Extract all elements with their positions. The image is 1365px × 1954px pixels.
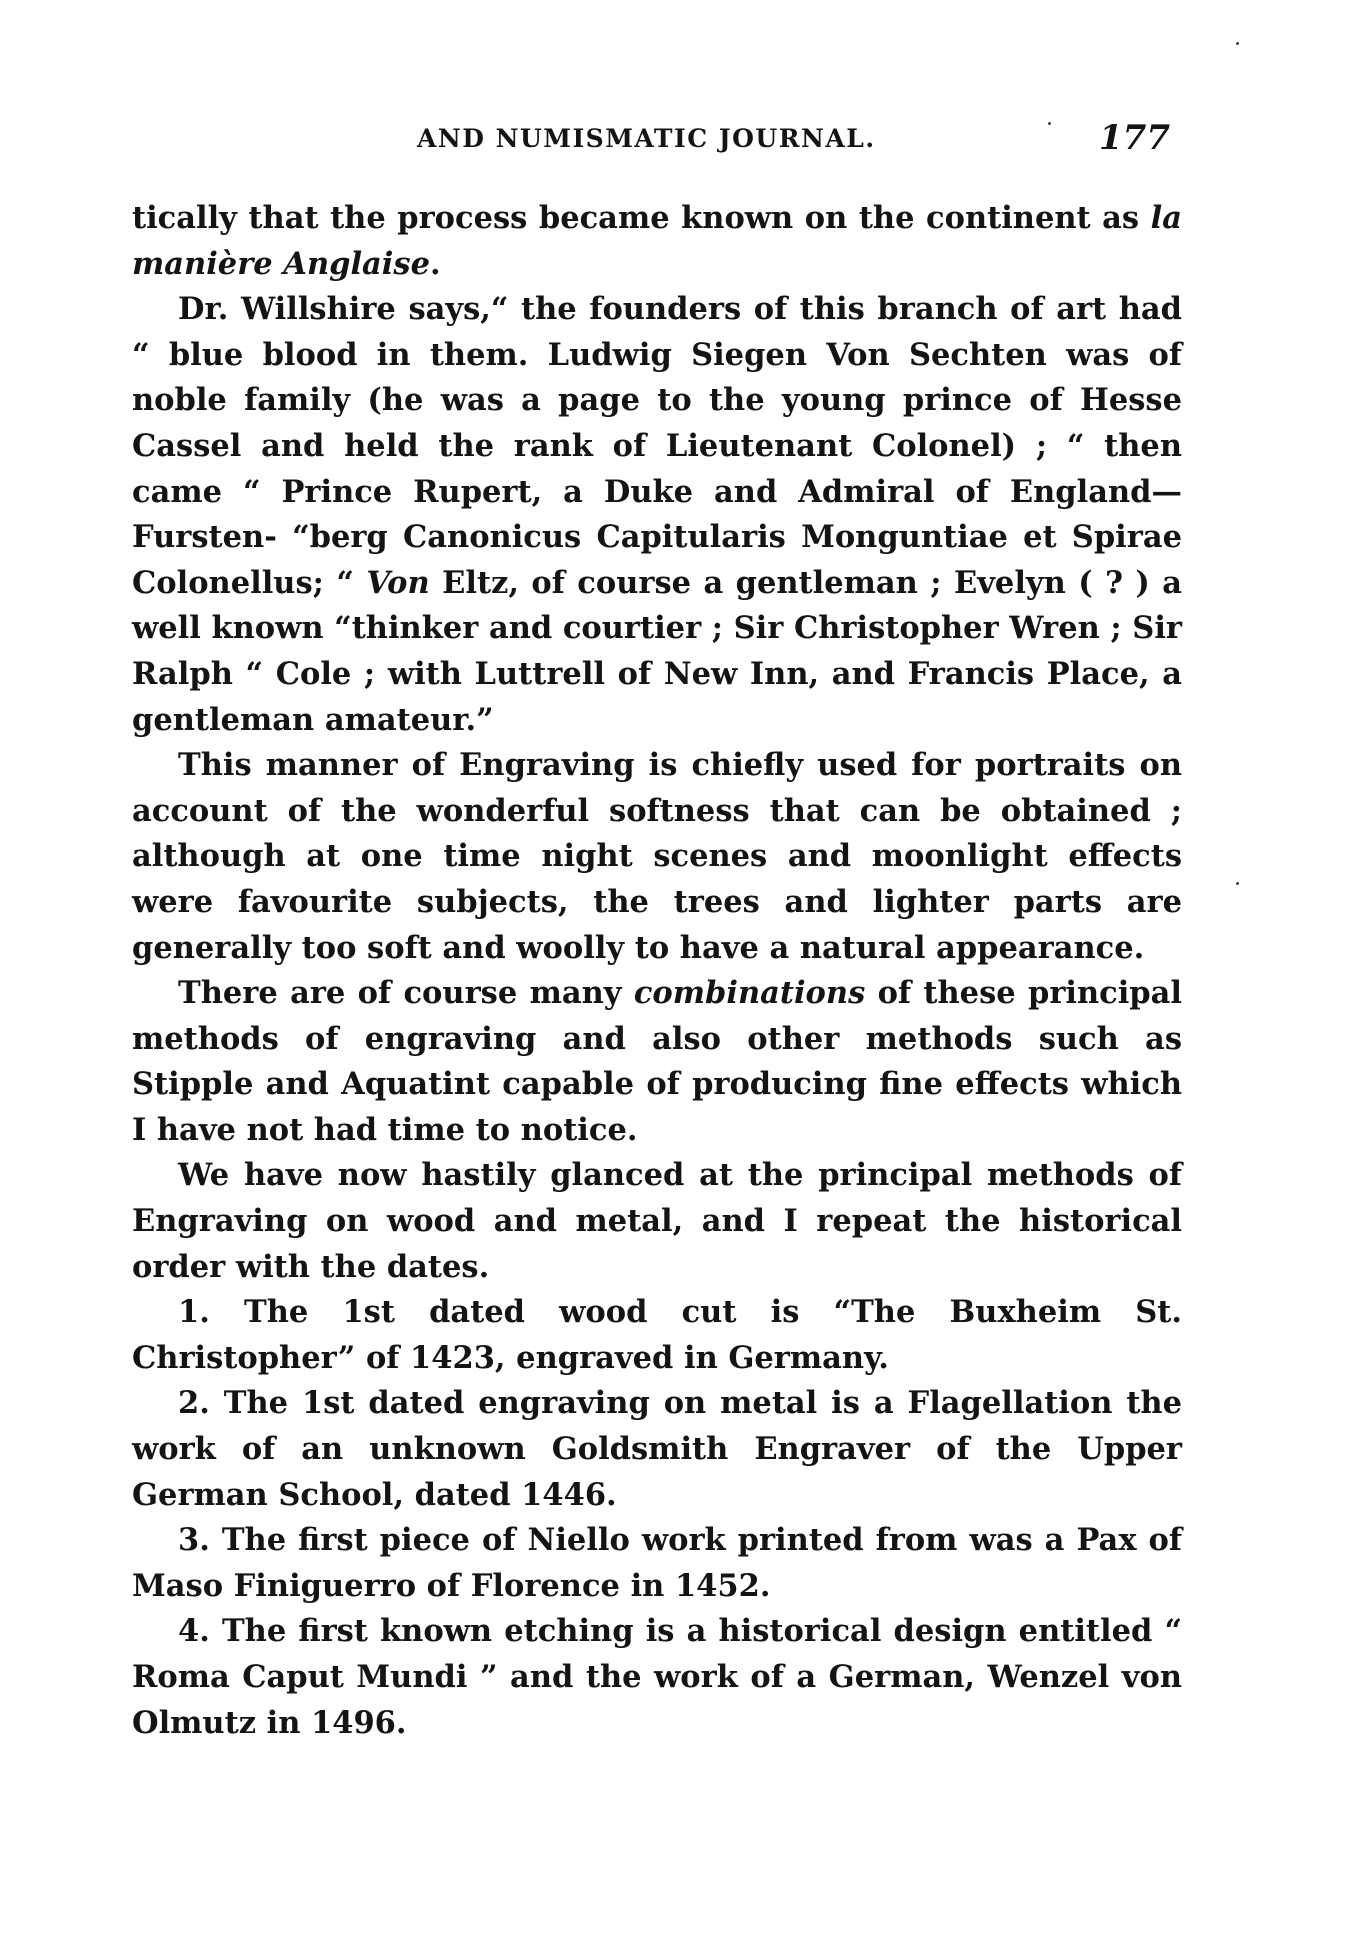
list-item — [132, 1609, 1182, 1746]
margin-speck — [1236, 882, 1239, 885]
paragraph-text: . — [429, 245, 441, 282]
paragraph-text: Dr. Willshire says,“ the founders of this branch of art had “ blue blood in them. Ludwig Siegen Von Sechten was of noble family (he was a page to the young prince of Hesse Cassel and held the rank of Lieutenant Colonel) ; “ then came “ Prince Rupert, a Duke and Admiral of England—Fursten- “berg Canonicus Capitularis Monguntiae et Spirae Colonellus; “ — [132, 291, 1182, 601]
paragraph-combinations — [132, 971, 1182, 1153]
paragraph-text: There are of course many — [178, 975, 634, 1012]
list-item-text: The first piece of Niello work printed from was a Pax of Maso Finiguerro of Florence in 1452. — [132, 1522, 1182, 1604]
running-title: AND NUMISMATIC JOURNAL. — [417, 124, 876, 153]
list-item — [132, 1290, 1182, 1381]
italic-phrase: Von — [366, 564, 430, 601]
body-text — [132, 196, 1182, 1746]
list-item-text: The 1st dated engraving on metal is a Flagellation the work of an unknown Goldsmith Engraver of the Upper German School, dated 1446. — [132, 1385, 1183, 1513]
paragraph-text: tically that the process became known on the continent as — [132, 200, 1151, 236]
paragraph-summary: We have now hastily glanced at the principal methods of Engraving on wood and metal, and I repeat the historical order with the dates. — [132, 1157, 1182, 1285]
list-item-number: 2. — [178, 1385, 210, 1422]
paragraph-text: Eltz, of course a gentleman ; Evelyn ( ? ) a well known “thinker and courtier ; Sir Christopher Wren ; Sir Ralph “ Cole ; with Luttrell of New Inn, and Francis Place, a gentleman amateur.” — [132, 564, 1183, 738]
list-item — [132, 1518, 1182, 1609]
page-number: 177 — [1099, 118, 1170, 158]
margin-speck — [1236, 42, 1239, 45]
paragraph-willshire-quote — [132, 287, 1182, 743]
list-item-number: 4. — [178, 1613, 210, 1650]
paragraph-manner: This manner of Engraving is chiefly used for portraits on account of the wonderful softness that can be obtained ; although at one time night scenes and moonlight effects were favourite subjects, the trees and lighter parts are generally too soft and woolly to have a natural appearance. — [132, 747, 1182, 966]
list-item-number: 1. — [178, 1294, 210, 1331]
list-item-number: 3. — [178, 1522, 210, 1559]
italic-phrase: la manière Anglaise — [132, 200, 1182, 282]
paragraph-continuation — [132, 196, 1182, 287]
list-item — [132, 1381, 1182, 1518]
running-head — [132, 118, 1182, 164]
italic-phrase: combinations — [633, 975, 866, 1012]
paragraph-text: of these principal methods of engraving and also other methods such as Stipple and Aquatint capable of producing fine effects which I have not had time to notice. — [132, 975, 1182, 1148]
list-item-text: The first known etching is a historical design entitled “ Roma Caput Mundi ” and the work of a German, Wenzel von Olmutz in 1496. — [132, 1613, 1182, 1741]
list-item-text: The 1st dated wood cut is “The Buxheim St. Christopher” of 1423, engraved in Germany. — [132, 1294, 1182, 1376]
